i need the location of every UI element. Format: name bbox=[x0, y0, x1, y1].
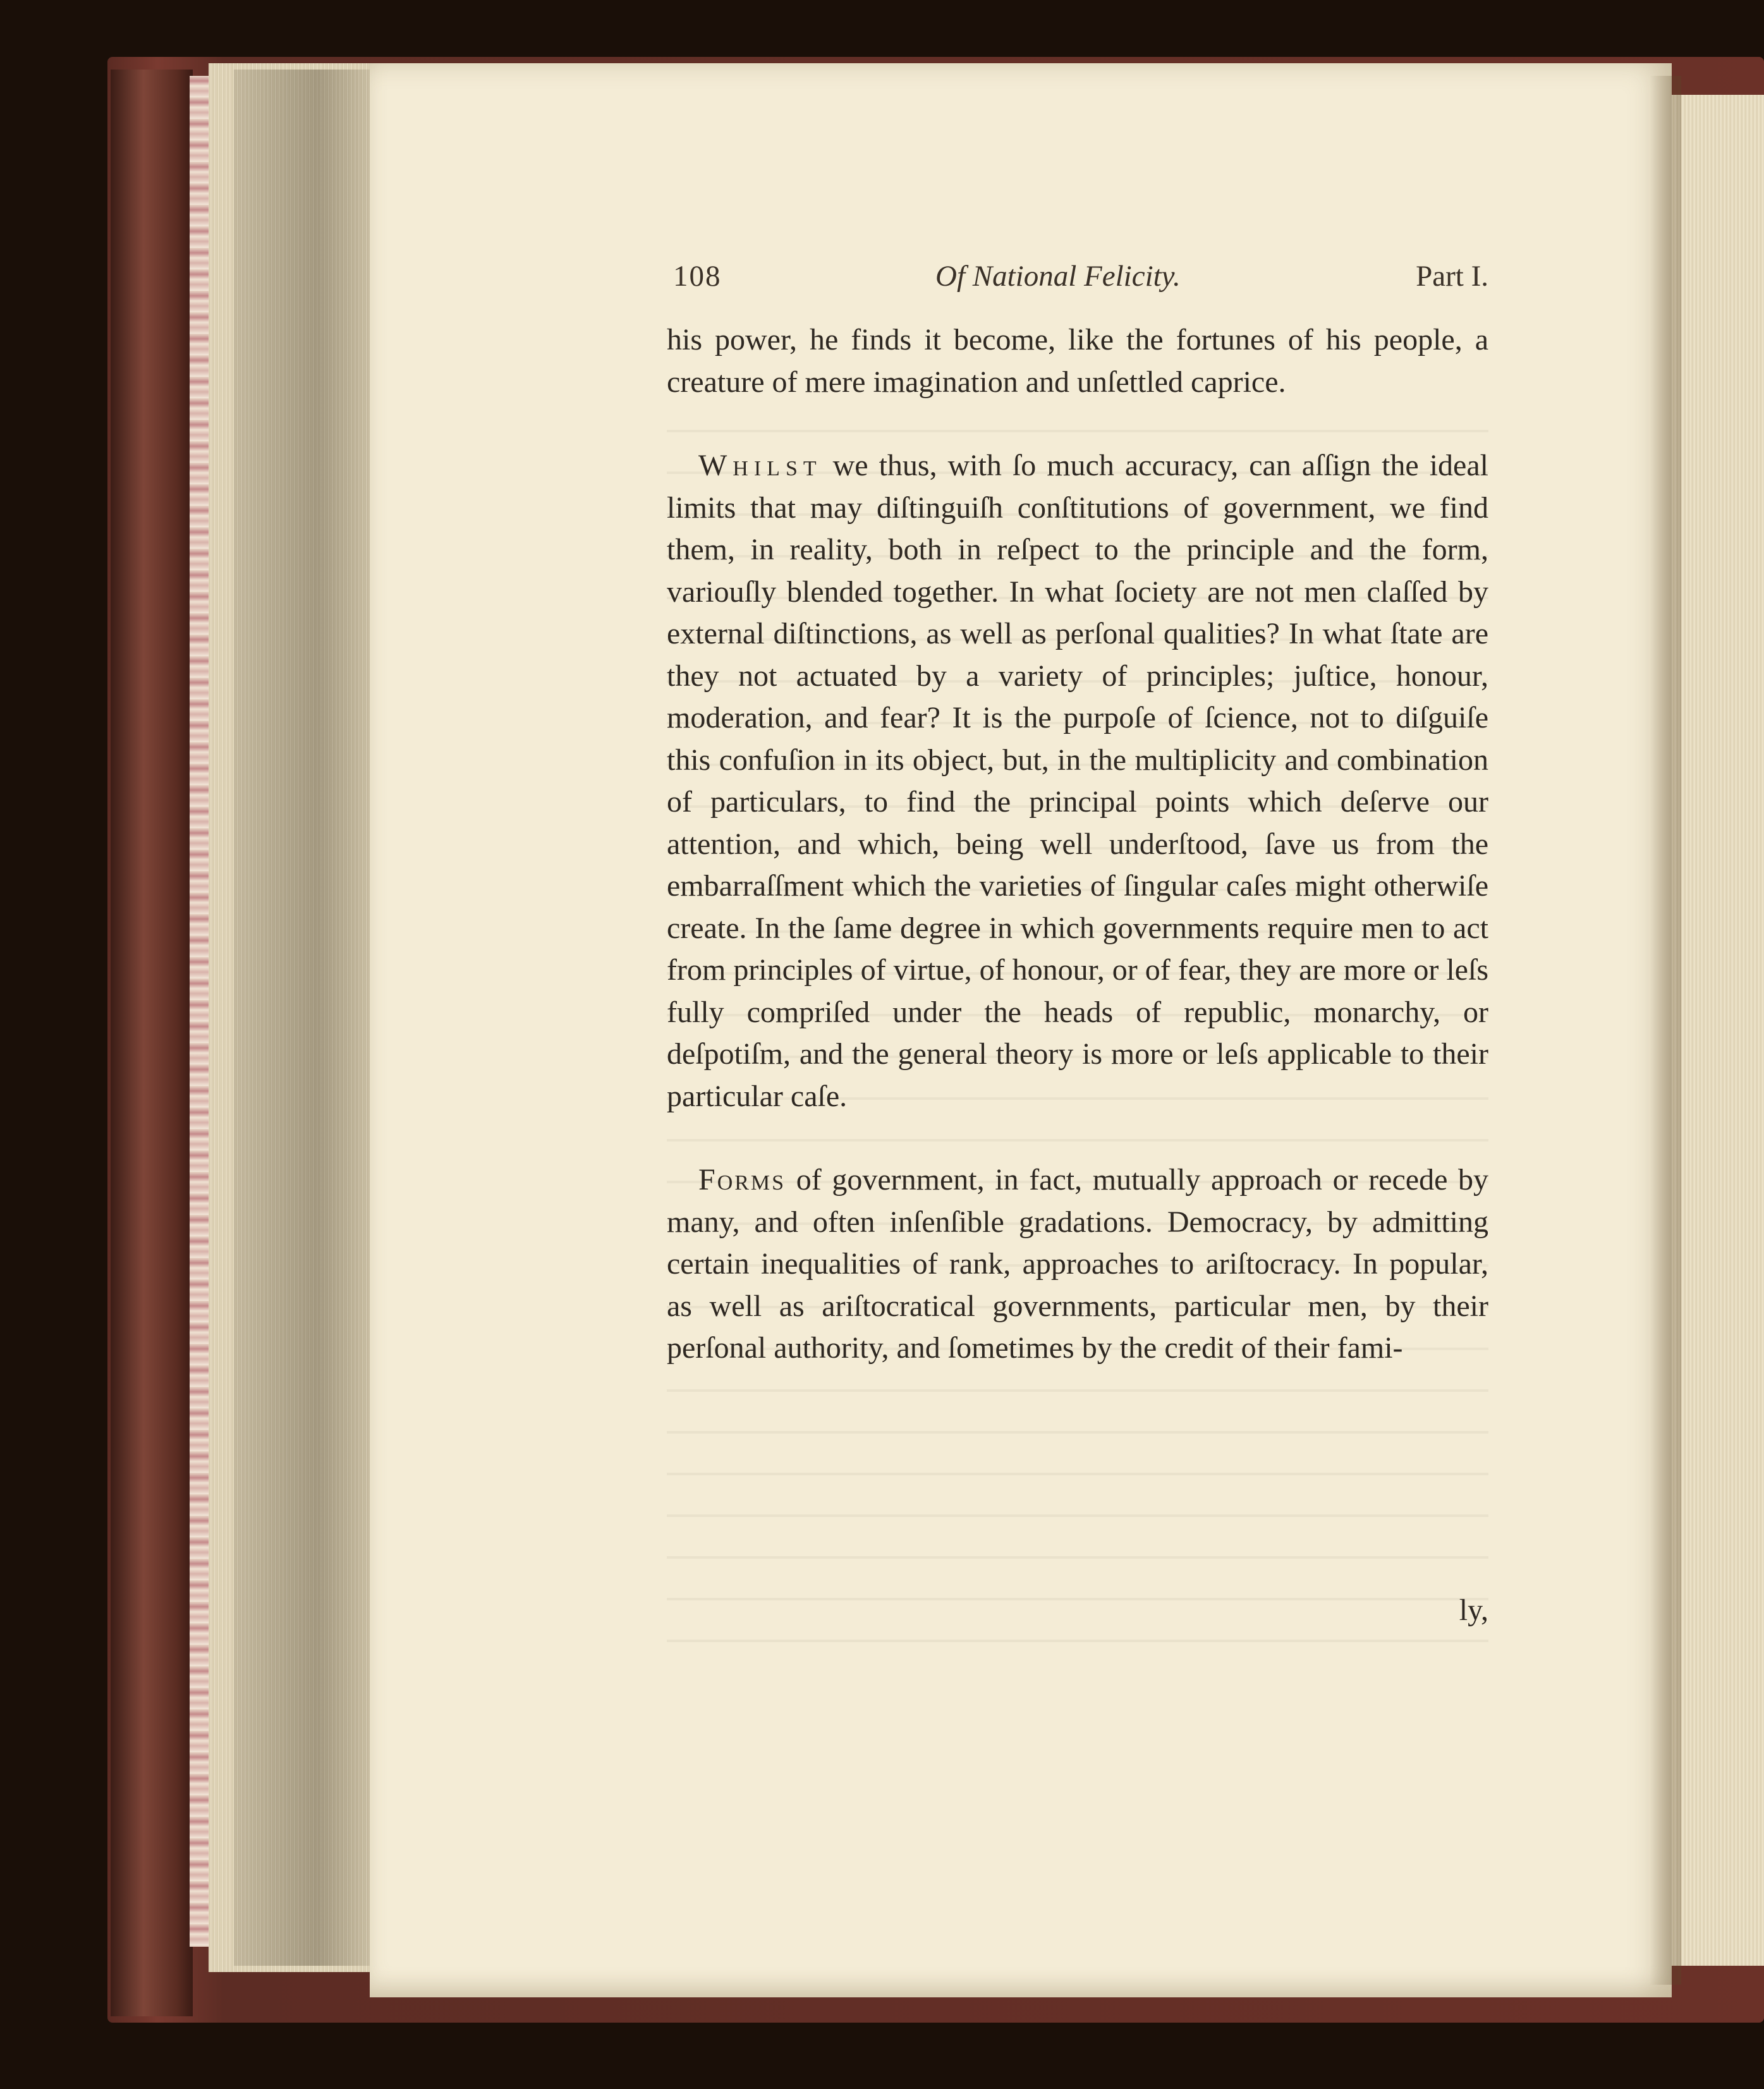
paragraph-3-lead: Forms bbox=[698, 1163, 786, 1197]
paragraph-2-body: we thus, with ſo much accuracy, can aſſign the ideal limits that may diſtinguiſh conſtitutions of government, we find them, in reality, both in reſpect to the principle and the form, variouſly blended together. In what ſociety are not men claſſed by external diſtinctions, as well as perſonal qualities? In what ſtate are they not actuated by a variety of principles; juſtice, honour, moderation, and fear? It is the purpoſe of ſcience, not to diſguiſe this confuſion in its object, but, in the multiplicity and combination of particulars, to find the principal points which deſerve our attention, and which, being well underſtood, ſave us from the embarraſſment which the varieties of ſingular caſes might otherwiſe create. In the ſame degree in which governments require men to act from principles of virtue, of honour, or of fear, they are more or leſs fully compriſed under the heads of republic, monarchy, or deſpotiſm, and the general theory is more or leſs applicable to their particular caſe. bbox=[667, 449, 1489, 1113]
running-title: Of National Felicity. bbox=[935, 260, 1181, 293]
page-gutter-shadow bbox=[1650, 76, 1681, 1985]
part-label: Part I. bbox=[1416, 260, 1488, 293]
book-spine-edge bbox=[111, 70, 193, 2016]
facing-page-edge bbox=[1672, 95, 1764, 1966]
catchword: ly, bbox=[1459, 1593, 1488, 1627]
marbled-endpaper bbox=[190, 76, 209, 1947]
running-header bbox=[667, 259, 1488, 303]
body-text bbox=[667, 319, 1488, 1370]
paragraph-2-lead: Whilst bbox=[698, 449, 822, 482]
page-stack-shadow bbox=[234, 70, 373, 1966]
paragraph-2 bbox=[667, 445, 1488, 1118]
paragraph-3 bbox=[667, 1159, 1488, 1370]
paragraph-1: his power, he finds it become, like the fortunes of his people, a creature of mere imagination and unſettled caprice. bbox=[667, 323, 1488, 399]
paragraph-3-body: of government, in fact, mutually approach or recede by many, and often inſenſible gradations. Democracy, by admitting certain inequalities of rank, approaches to ariſtocracy. In popular, as well as ariſtocratical governments, particular men, by their perſonal authority, and ſometimes by the credit of their fami- bbox=[667, 1163, 1489, 1365]
page-number: 108 bbox=[673, 260, 722, 293]
